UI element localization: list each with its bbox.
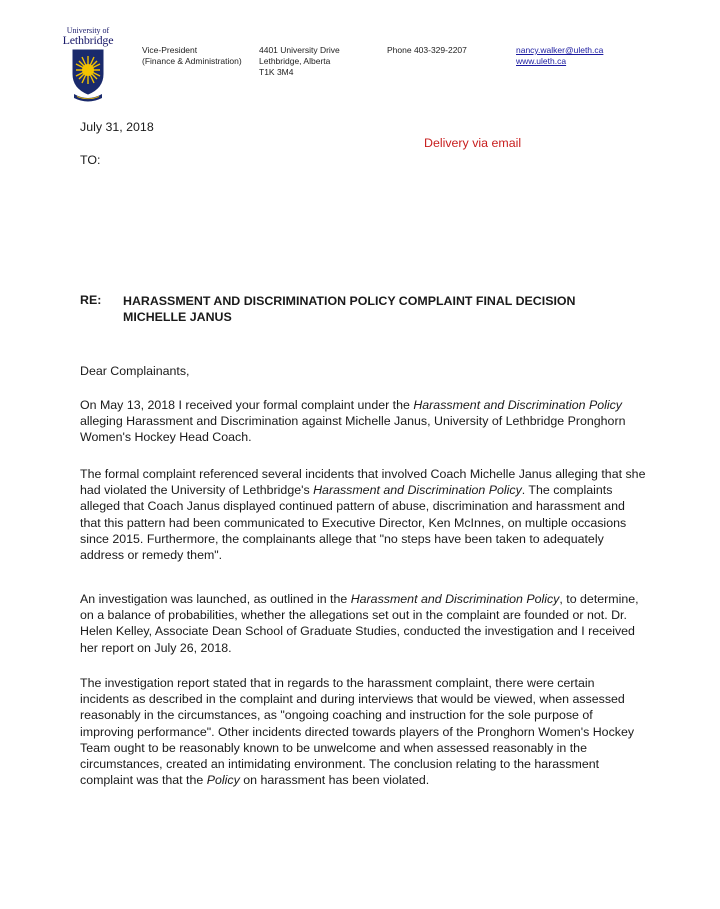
email-link[interactable]: nancy.walker@uleth.ca	[516, 45, 604, 55]
subject-line-1: HARASSMENT AND DISCRIMINATION POLICY COMPLAINT FINAL DECISION	[123, 294, 576, 308]
policy-name: Harassment and Discrimination Policy	[413, 398, 622, 412]
re-label: RE:	[80, 293, 102, 307]
address-postal: T1K 3M4	[259, 67, 294, 77]
to-label: TO:	[80, 153, 101, 167]
sun-shield-crest-icon	[71, 48, 105, 102]
address-city: Lethbridge, Alberta	[259, 56, 331, 66]
policy-name: Harassment and Discrimination Policy	[313, 483, 522, 498]
address-street: 4401 University Drive	[259, 45, 340, 55]
paragraph-3: An investigation was launched, as outlined in the Harassment and Discrimination Policy, to determine, on a balance of probabilities, whether the allegations set out in the complaint are founded or not. Dr. Helen Kelley, Associate Dean School of Graduate Studies, conducted the investigation and I received her report on July 26, 2018.	[80, 592, 639, 655]
website-link[interactable]: www.uleth.ca	[516, 56, 567, 66]
letter-date: July 31, 2018	[80, 120, 154, 134]
office-title: Vice-President	[142, 45, 198, 55]
phone-number: Phone 403-329-2207	[387, 45, 467, 55]
paragraph-4: The investigation report stated that in regards to the harassment complaint, there were certain incidents as described in the complaint and during interviews that would be viewed, when assessed reasonably in the circumstances, as "ongoing coaching and instruction for the sole purpose of improving performance". Other incidents directed towards players of the Pronghorn Women's Hockey Team ought to be reasonably known to be unwelcome and when assessed reasonably in the circumstances, created an intimidating environment. The conclusion relating to the harassment complaint was that the Policy on harassment has been violated.	[80, 676, 635, 788]
office-department: (Finance & Administration)	[142, 56, 242, 66]
salutation: Dear Complainants,	[80, 364, 190, 378]
address-block	[259, 45, 340, 78]
policy-name: Harassment and Discrimination Policy	[350, 592, 560, 606]
paragraph-2: The formal complaint referenced several incidents that involved Coach Michelle Janus alleging that she had violated the University of Lethbridge's Harassment and Discrimination Policy. The complaints alleged that Coach Janus displayed continued pattern of abuse, discrimination and harassment and that this pattern had been communicated to Executive Director, Ken McInnes, on multiple occasions since 2015. Furthermore, the complainants allege that "no steps have been taken to adequately address or remedy them".	[80, 467, 646, 563]
policy-name: Policy	[206, 773, 240, 788]
paragraph-1: On May 13, 2018 I received your formal complaint under the Harassment and Discrimination Policy alleging Harassment and Discrimination against Michelle Janus, University of Lethbridge Pronghorn Women's Hockey Head Coach.	[80, 398, 626, 445]
subject-line-2: MICHELLE JANUS	[123, 310, 232, 324]
subject-line	[123, 293, 643, 325]
logo-university-of: University of	[66, 26, 110, 35]
office-block	[142, 45, 242, 67]
contact-links	[516, 45, 603, 67]
delivery-note: Delivery via email	[424, 136, 522, 150]
logo-lethbridge: Lethbridge	[62, 33, 114, 47]
